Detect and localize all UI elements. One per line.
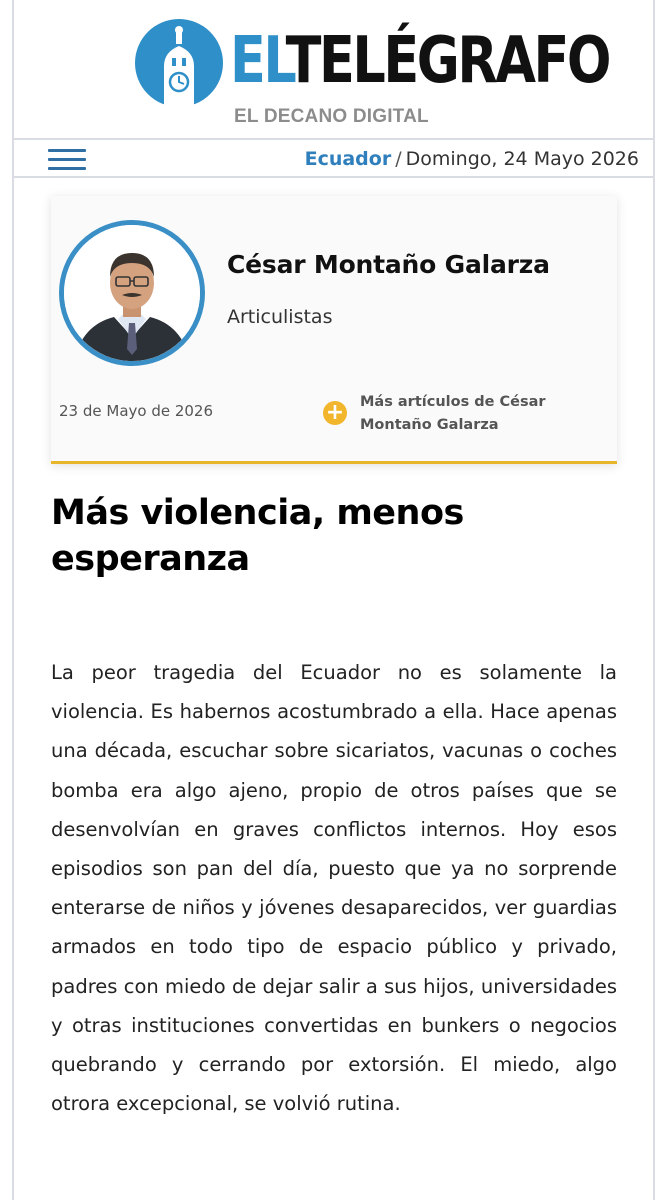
article-body: La peor tragedia del Ecuador no es solamente la violencia. Es habernos acostumbrado a ella. Hace apenas una década, escuchar sobre sicariatos, vacunas o coches bomba era algo ajeno, propio de otros países que se desenvolvían en graves conflictos internos. Hoy esos episodios son pan del día, puesto que ya no sorprende enterarse de niños y jóvenes desaparecidos, ver guardias armados en todo tipo de espacio público y privado, padres con miedo de dejar salir a sus hijos, universidades y otras instituciones convertidas en bunkers o negocios quebrando y cerrando por extorsión. El miedo, algo otrora excepcional, se volvió rutina. <box>51 661 617 1116</box>
article-title: Más violencia, menos esperanza <box>51 493 464 579</box>
current-date: Domingo, 24 Mayo 2026 <box>405 148 639 170</box>
menu-line <box>48 149 86 152</box>
brand-tagline: EL DECANO DIGITAL <box>234 106 429 127</box>
clock-tower-logo-icon <box>134 18 224 108</box>
publish-date: 23 de Mayo de 2026 <box>59 402 214 420</box>
edition-date <box>305 148 639 170</box>
country-link[interactable]: Ecuador <box>304 148 392 170</box>
author-photo <box>64 225 200 361</box>
author-avatar[interactable] <box>59 220 205 366</box>
more-articles-link[interactable]: Más artículos de César Montaño Galarza <box>360 394 546 433</box>
masthead <box>14 0 653 138</box>
hamburger-menu-icon[interactable] <box>48 148 86 172</box>
top-nav-bar <box>14 138 653 178</box>
brand-wordmark <box>230 22 609 100</box>
author-section[interactable]: Articulistas <box>227 306 333 328</box>
plus-circle-icon[interactable]: + <box>323 401 347 425</box>
brand-el: EL <box>230 24 286 98</box>
menu-line <box>48 167 86 170</box>
date-separator: / <box>395 148 402 170</box>
page-frame <box>12 0 655 1200</box>
author-name[interactable]: César Montaño Galarza <box>227 250 550 279</box>
brand-telegrafo: TELÉGRAFO <box>285 24 610 98</box>
author-card <box>51 196 617 464</box>
menu-line <box>48 158 86 161</box>
site-logo[interactable] <box>134 14 610 130</box>
